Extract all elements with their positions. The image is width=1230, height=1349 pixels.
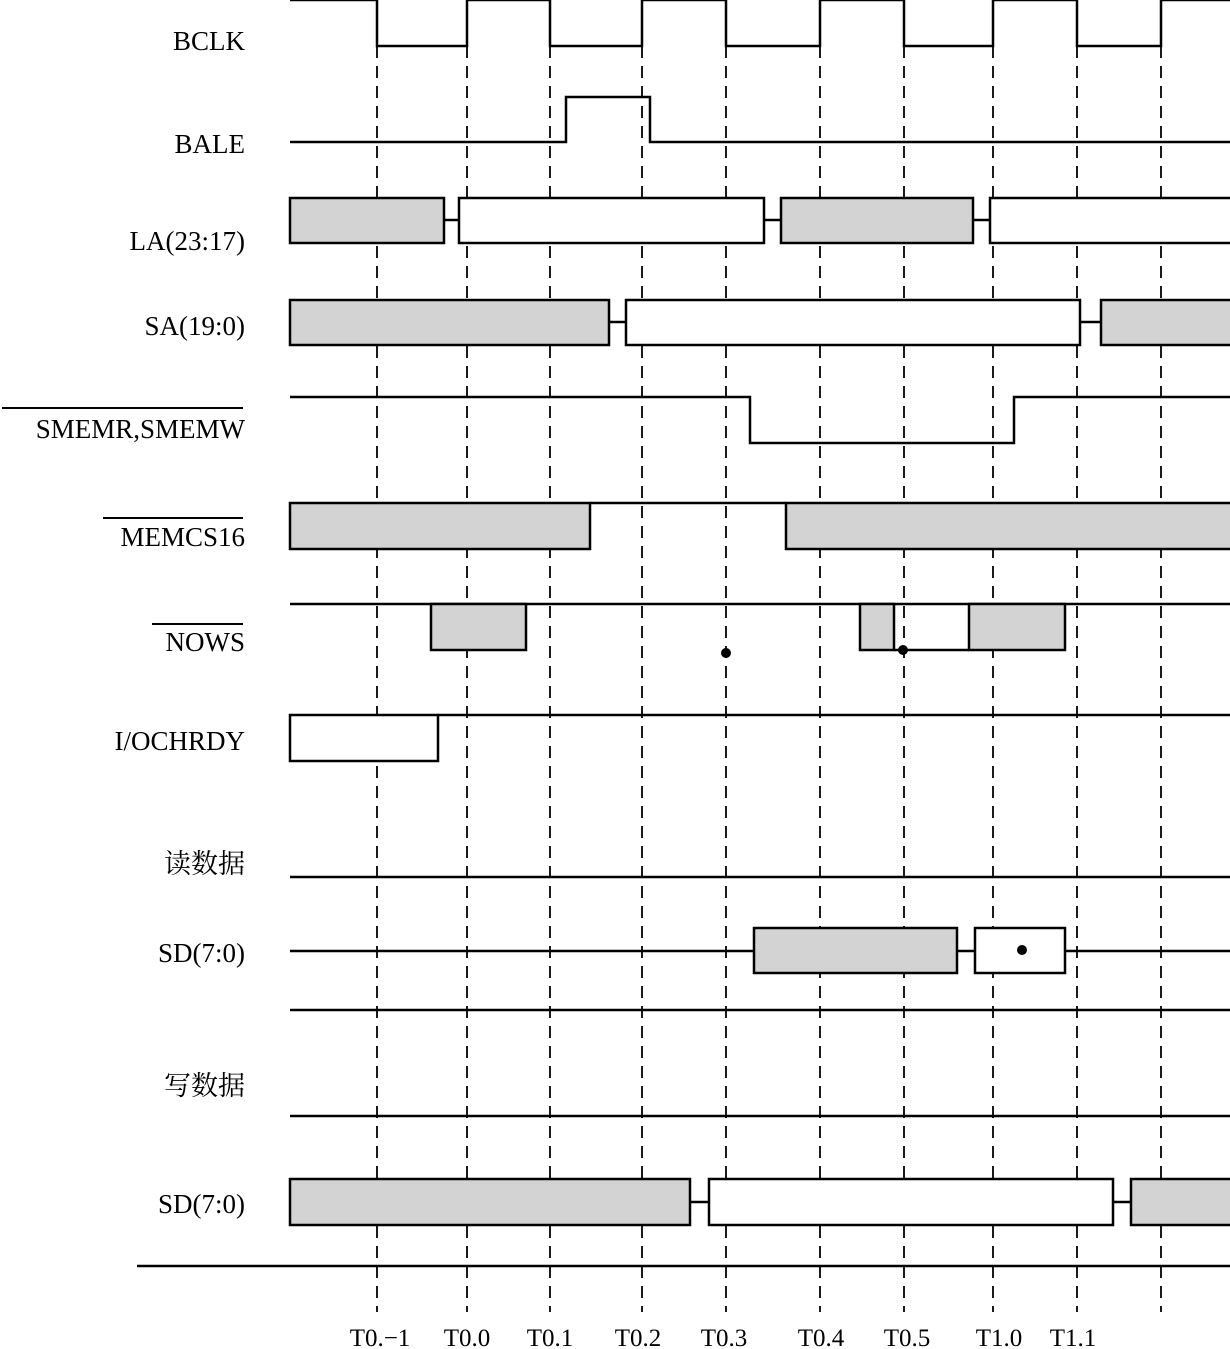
nows-waveform: [290, 604, 1230, 658]
signal-label-nows: NOWS: [165, 627, 245, 657]
signal-label-iochrdy: I/OCHRDY: [114, 726, 245, 756]
time-marker-t0-2: T0.2: [614, 1325, 662, 1349]
bclk-waveform: [290, 0, 1230, 46]
signal-label-memcs16: MEMCS16: [120, 522, 245, 552]
time-marker-t0-4: T0.4: [797, 1325, 845, 1349]
signal-label-la: LA(23:17): [129, 226, 245, 256]
signal-label-sd-write: SD(7:0): [158, 1189, 245, 1219]
signal-labels: [2, 26, 246, 1219]
time-marker-t0-5: T0.5: [883, 1325, 931, 1349]
sd-write-waveform: [290, 1179, 1230, 1225]
time-marker-t1-0: T1.0: [975, 1325, 1023, 1349]
section-label-write-data: 写数据: [164, 1071, 245, 1101]
iochrdy-waveform: [290, 715, 1230, 761]
signal-label-bclk: BCLK: [172, 26, 245, 56]
sa-waveform: [290, 300, 1230, 345]
smemr-smemw-waveform: [290, 397, 1230, 443]
signal-label-sa: SA(19:0): [144, 311, 245, 341]
section-label-read-data: 读数据: [164, 849, 245, 879]
signal-label-bale: BALE: [174, 129, 245, 159]
time-marker-labels: [350, 1325, 1097, 1349]
time-marker-t0-3: T0.3: [700, 1325, 748, 1349]
sd-read-waveform: [290, 928, 1230, 973]
nows-sample-dot-1: [721, 648, 731, 658]
time-marker-t0-m1: T0.−1: [349, 1325, 411, 1349]
time-marker-t0-0: T0.0: [443, 1325, 491, 1349]
nows-sample-dot-2: [898, 645, 908, 655]
signal-label-smemr-smemw: SMEMR,SMEMW: [35, 414, 245, 444]
sd-read-sample-dot: [1017, 945, 1027, 955]
time-marker-t1-1: T1.1: [1049, 1325, 1097, 1349]
time-marker-t0-1: T0.1: [526, 1325, 574, 1349]
la-waveform: [290, 198, 1230, 243]
signal-label-sd-read: SD(7:0): [158, 938, 245, 968]
bale-waveform: [290, 97, 1230, 142]
memcs16-waveform: [290, 503, 1230, 549]
